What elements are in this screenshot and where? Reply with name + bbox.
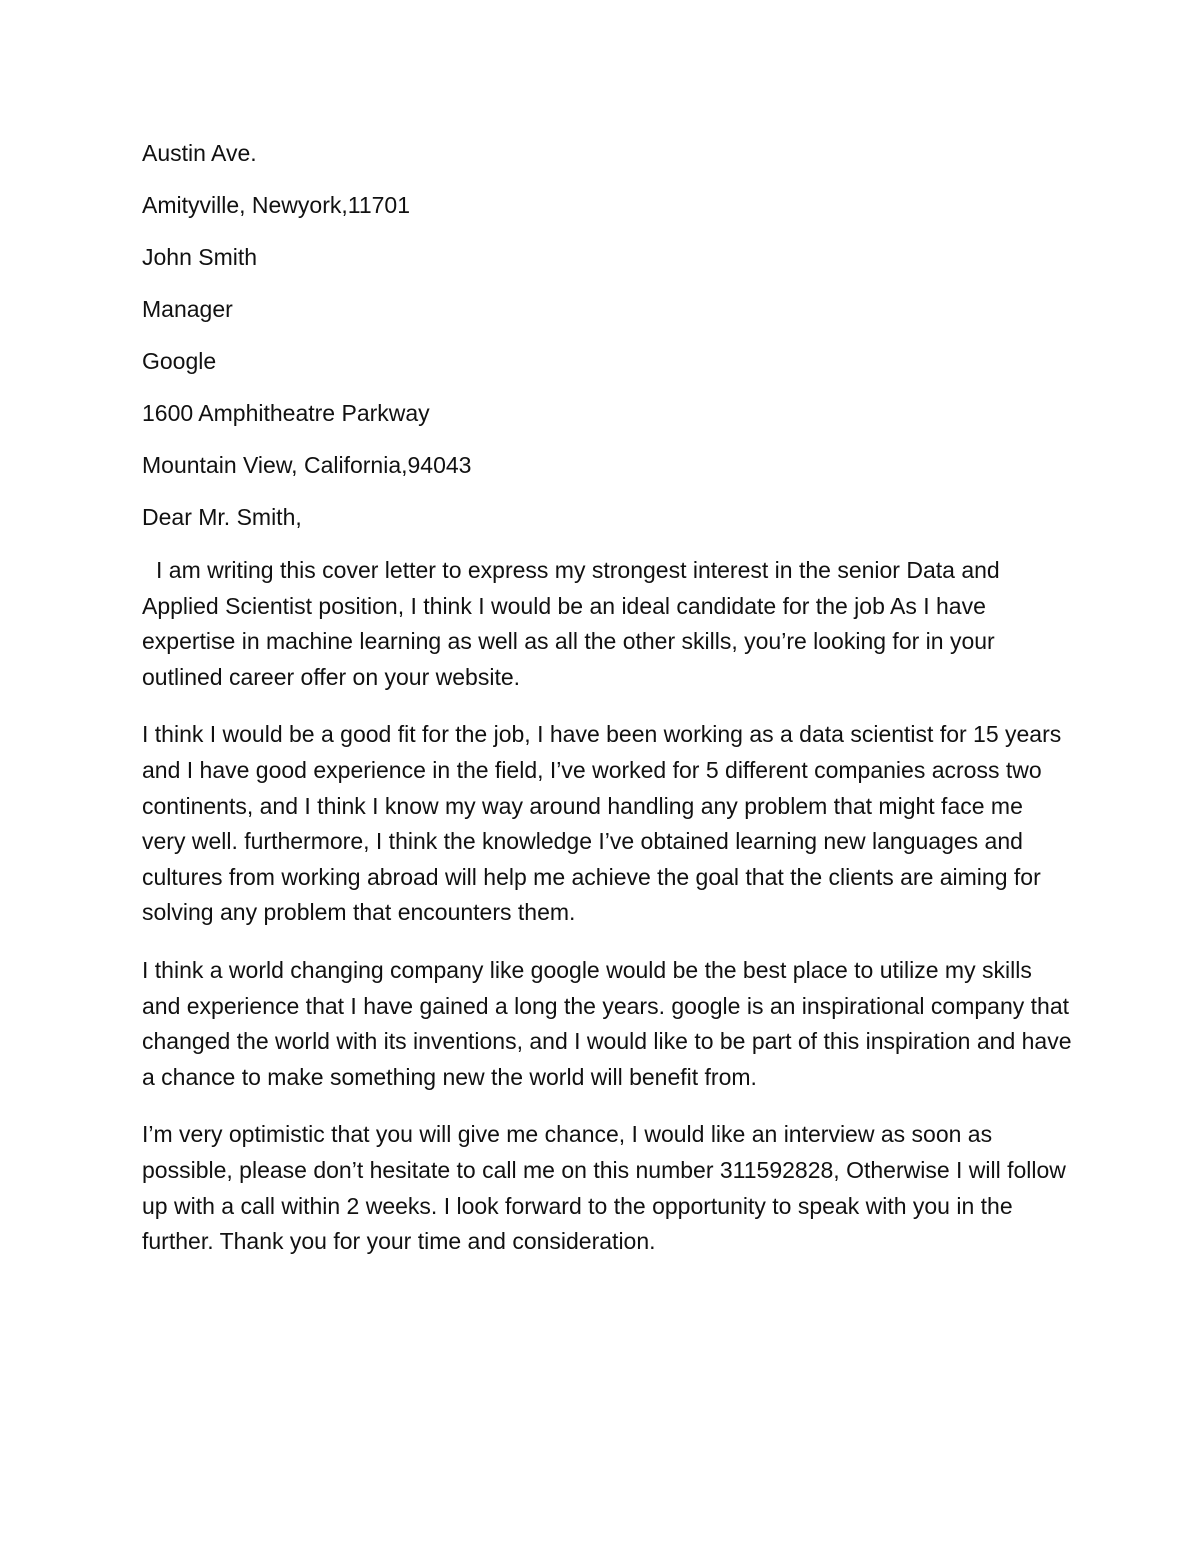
recipient-name: John Smith: [142, 244, 258, 270]
sender-city: Amityville, Newyork,11701: [142, 192, 411, 218]
body-paragraph-motivation: I think a world changing company like google would be the best place to utilize my skills and experience that I have gained a long the years. google is an inspirational company that changed the world with its inventions, and I would like to be part of this inspiration and have a chance to make something new the world will benefit from.: [142, 956, 1072, 1090]
sender-street: Austin Ave.: [142, 140, 257, 166]
recipient-city: Mountain View, California,94043: [142, 452, 472, 478]
sender-address: [142, 140, 1072, 219]
body-paragraph-experience: I think I would be a good fit for the job, I have been working as a data scientist for 15 years and I have good experience in the field, I’ve worked for 5 different companies across two continents, and I think I know my way around handling any problem that might face me very well. furthermore, I think the knowledge I’ve obtained learning new languages and cultures from working abroad will help me achieve the goal that the clients are aiming for solving any problem that encounters them.: [142, 721, 1062, 926]
body-paragraph-intro: I am writing this cover letter to express my strongest interest in the senior Data and Applied Scientist position, I think I would be an ideal candidate for the job As I have expertise in machine learning as well as all the other skills, you’re looking for in your outlined career offer on your website.: [142, 557, 1000, 690]
recipient-street: 1600 Amphitheatre Parkway: [142, 400, 430, 426]
body-paragraph-closing: I’m very optimistic that you will give me chance, I would like an interview as soon as possible, please don’t hesitate to call me on this number 311592828, Otherwise I will follow up with a call within 2 weeks. I look forward to the opportunity to speak with you in the further. Thank you for your time and consideration.: [142, 1121, 1066, 1255]
letter-body: [142, 553, 1072, 1260]
salutation: Dear Mr. Smith,: [142, 504, 302, 530]
recipient-company: Google: [142, 348, 217, 374]
recipient-title: Manager: [142, 296, 233, 322]
recipient-address: [142, 244, 1072, 479]
cover-letter: [142, 140, 1072, 1282]
